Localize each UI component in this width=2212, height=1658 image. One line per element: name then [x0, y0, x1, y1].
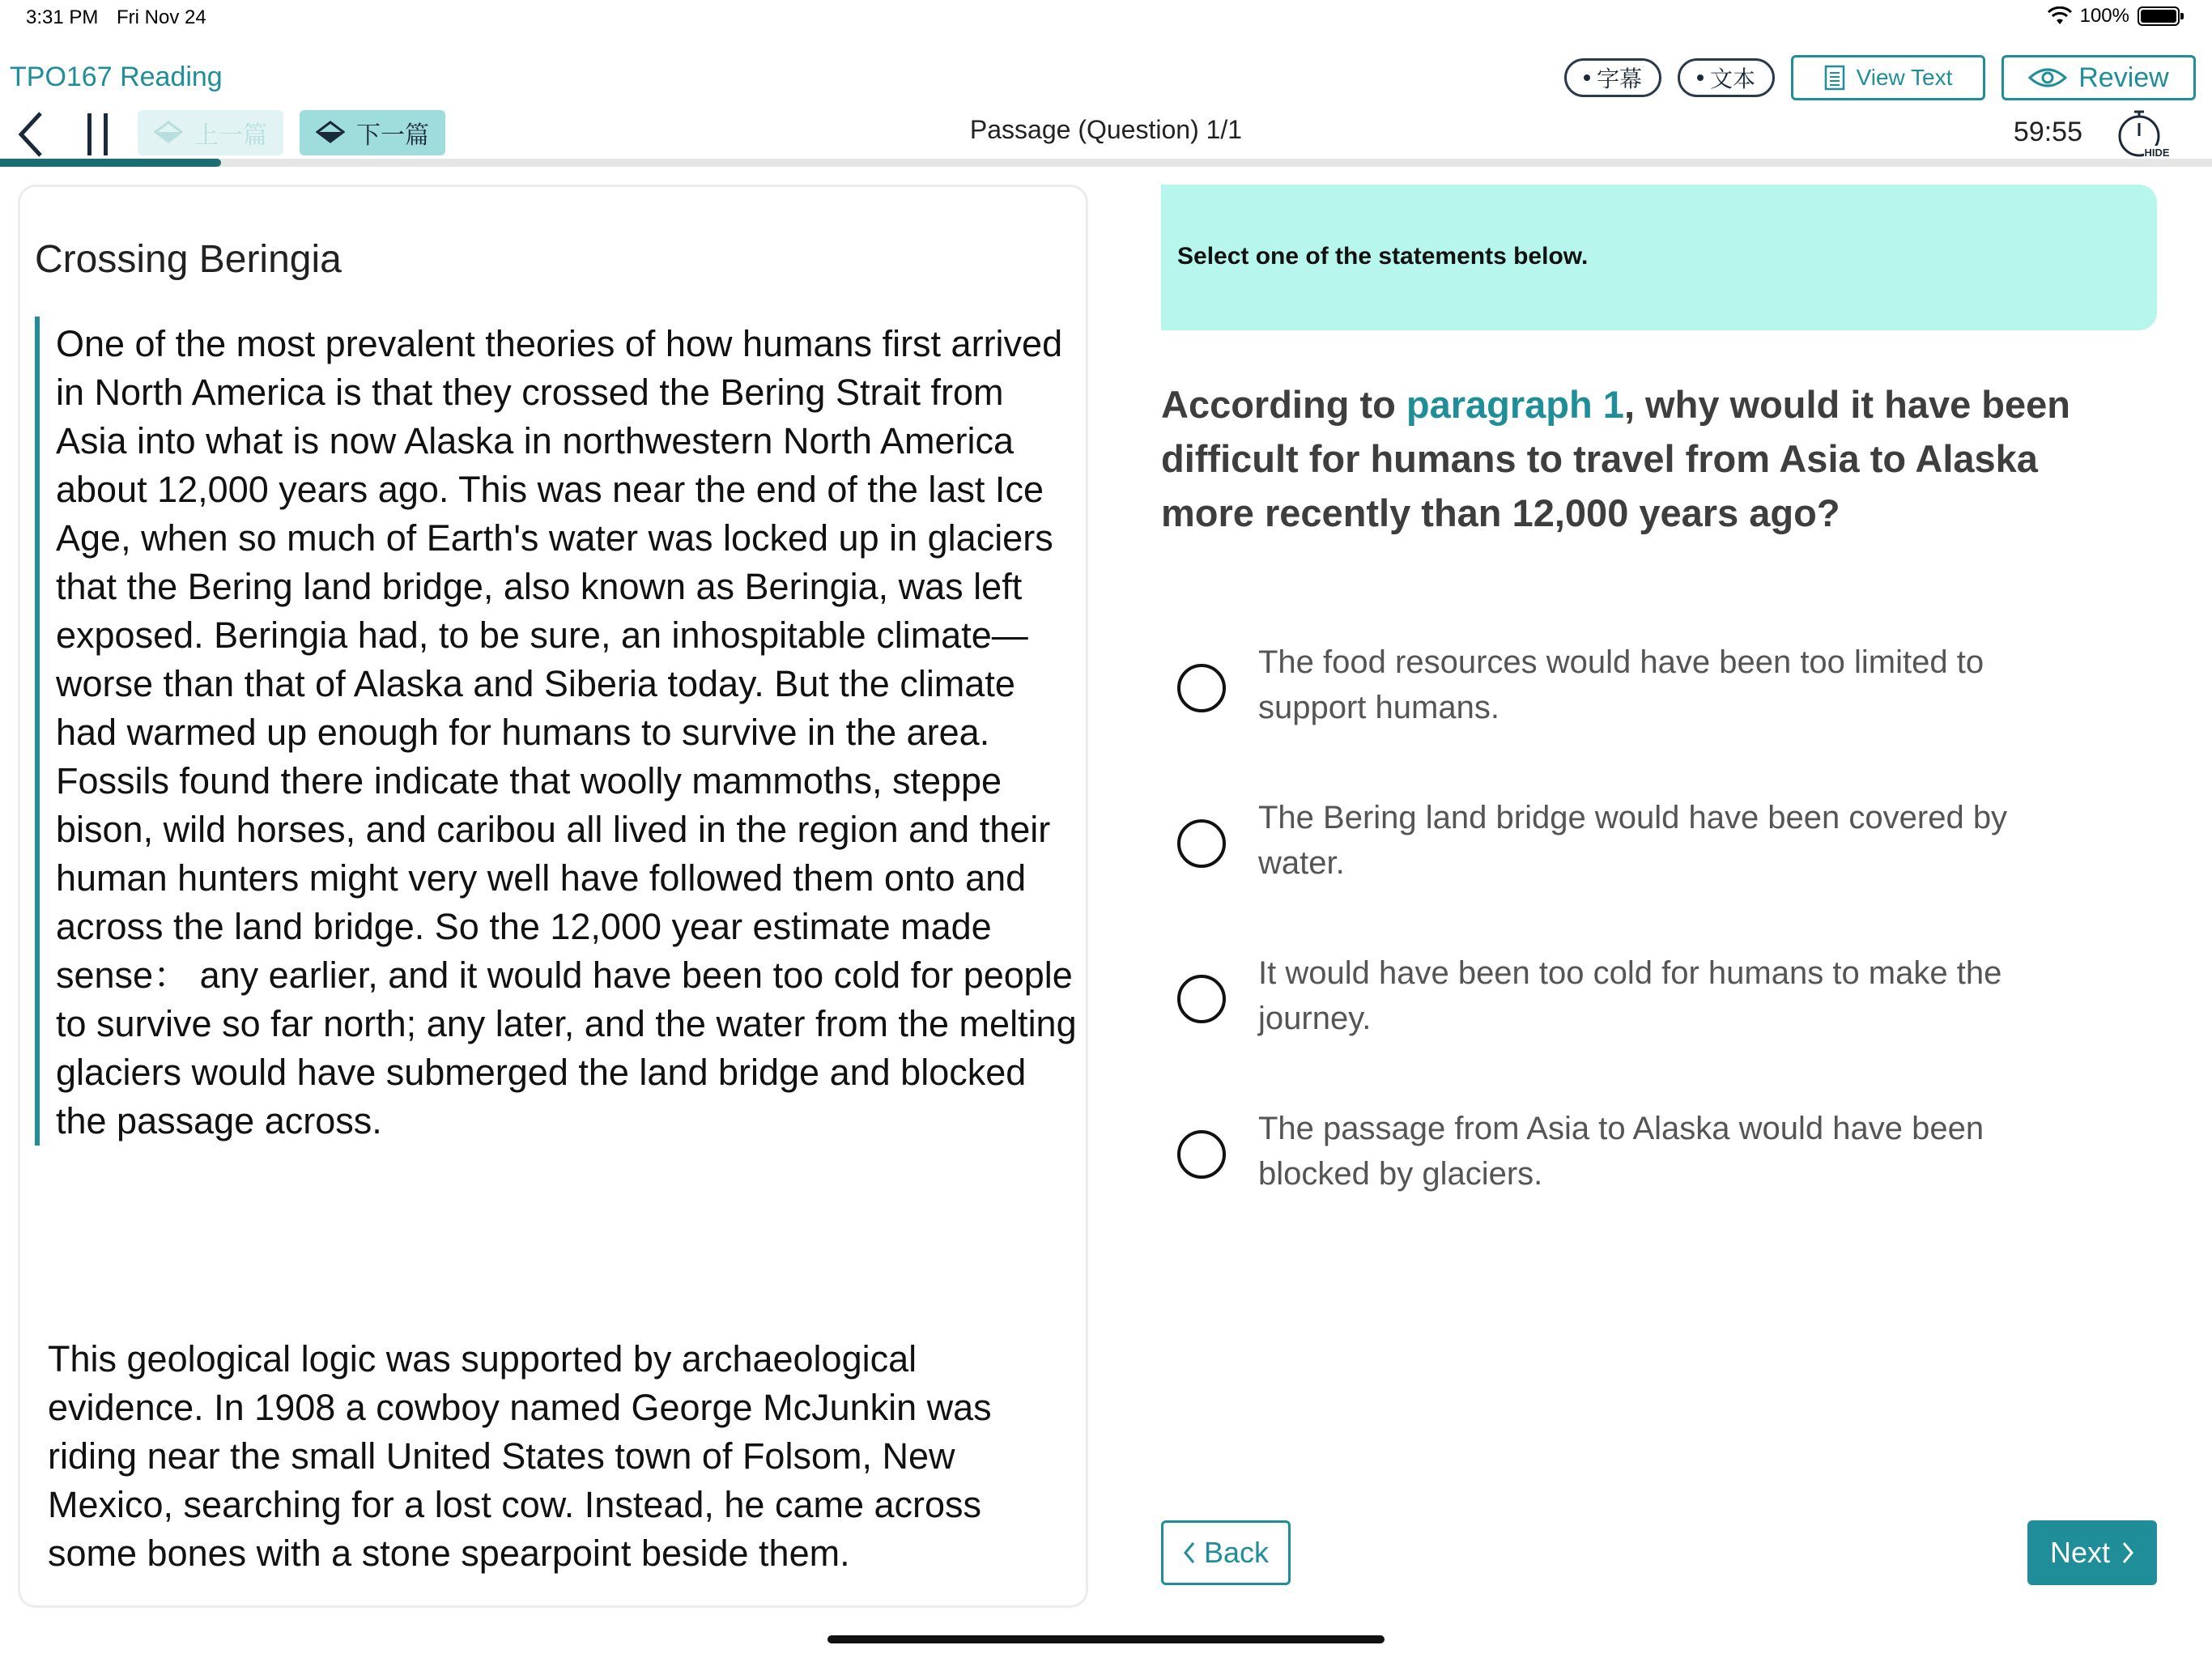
- next-button-label: Next: [2049, 1536, 2111, 1569]
- answer-option-text: The Bering land bridge would have been covered by water.: [1258, 800, 2008, 881]
- stopwatch-icon[interactable]: [2115, 108, 2172, 162]
- subtitle-toggle-label: 字幕: [1596, 66, 1642, 91]
- answer-option-text: The passage from Asia to Alaska would have been blocked by glaciers.: [1258, 1111, 1984, 1192]
- dot-icon: [1584, 74, 1590, 81]
- answer-option-text: The food resources would have been too limited to support humans.: [1258, 644, 1984, 725]
- radio-button[interactable]: [1177, 819, 1226, 868]
- wifi-icon: [2048, 6, 2072, 26]
- paragraph-link[interactable]: paragraph 1: [1406, 383, 1624, 426]
- chevron-left-icon: [1183, 1541, 1196, 1565]
- previous-passage-label: 上一篇: [194, 122, 267, 149]
- app-title: TPO167 Reading: [10, 62, 223, 92]
- battery-percent: 100%: [2079, 5, 2129, 27]
- answer-option-text: It would have been too cold for humans to make the journey.: [1258, 955, 2002, 1036]
- view-text-label: View Text: [1856, 65, 1953, 90]
- passage-title: Crossing Beringia: [35, 238, 342, 281]
- back-button[interactable]: [1161, 1520, 1291, 1585]
- subtitle-toggle[interactable]: [1564, 58, 1661, 97]
- passage-panel[interactable]: [18, 185, 1088, 1608]
- back-button-label: Back: [1203, 1536, 1270, 1569]
- question-prefix: According to: [1161, 383, 1406, 426]
- review-label: Review: [2078, 62, 2169, 93]
- status-time: 3:31 PM: [26, 6, 99, 28]
- answer-option[interactable]: [1177, 640, 2116, 745]
- passage-paragraph-2: This geological logic was supported by archaeological evidence. In 1908 a cowboy named George McJunkin was riding near the small United States town of Folsom, New Mexico, searching for a lost cow. Instead, he came across some bones with a stone spearpoint beside them.: [48, 1338, 992, 1574]
- next-passage-label: 下一篇: [356, 122, 429, 149]
- passage-paragraph-1: One of the most prevalent theories of how humans first arrived in North America is that they crossed the Bering Strait from Asia into what is now Alaska in northwestern North America about 12,000 years ago. This was near the end of the last Ice Age, when so much of Earth's water was locked up in glaciers that the Bering land bridge, also known as Beringia, was left exposed. Beringia had, to be sure, an inhospitable climate—worse than that of Alaska and Siberia today. But the climate had warmed up enough for humans to survive in the area. Fossils found there indicate that woolly mammoths, steppe bison, wild horses, and caribou all lived in the region and their human hunters might very well have followed them onto and across the land bridge. So the 12,000 year estimate made sense： any earlier, and it would have been too cold for people to survive so far north; any later, and the water from the melting glaciers would have submerged the land bridge and blocked the passage across.: [35, 317, 1079, 1146]
- view-text-button[interactable]: [1791, 55, 1985, 100]
- navigation-bar: [0, 105, 2212, 162]
- eye-icon: [2028, 66, 2067, 89]
- home-indicator: [827, 1635, 1385, 1643]
- instruction-box: [1161, 185, 2157, 330]
- text-toggle-label: 文本: [1709, 66, 1755, 91]
- radio-button[interactable]: [1177, 975, 1226, 1023]
- progress-bar: [0, 159, 221, 167]
- status-date: Fri Nov 24: [117, 6, 206, 28]
- text-toggle[interactable]: [1678, 58, 1775, 97]
- radio-button[interactable]: [1177, 1130, 1226, 1179]
- status-indicators: [2048, 5, 2180, 28]
- radio-button[interactable]: [1177, 664, 1226, 712]
- answer-option[interactable]: [1177, 950, 2116, 1056]
- dot-icon: [1697, 74, 1704, 81]
- chevron-right-icon: [2121, 1541, 2134, 1565]
- instruction-text: Select one of the statements below.: [1177, 243, 1589, 270]
- question-suffix: , why would it have been difficult for humans to travel from Asia to Alaska more recently than 12,000 years ago?: [1161, 383, 2070, 534]
- countdown-timer: 59:55: [2013, 117, 2082, 147]
- review-button[interactable]: [2001, 55, 2196, 100]
- status-bar: [0, 0, 2212, 39]
- next-button[interactable]: [2027, 1520, 2157, 1585]
- question-text: [1161, 377, 2116, 540]
- progress-track: [0, 159, 2212, 167]
- answer-option[interactable]: [1177, 795, 2116, 900]
- passage-indicator: Passage (Question) 1/1: [969, 115, 1243, 144]
- timer-hide-label: HIDE: [2144, 147, 2170, 159]
- battery-icon: [2138, 6, 2180, 26]
- document-icon: [1824, 65, 1845, 91]
- answer-option[interactable]: [1177, 1106, 2116, 1211]
